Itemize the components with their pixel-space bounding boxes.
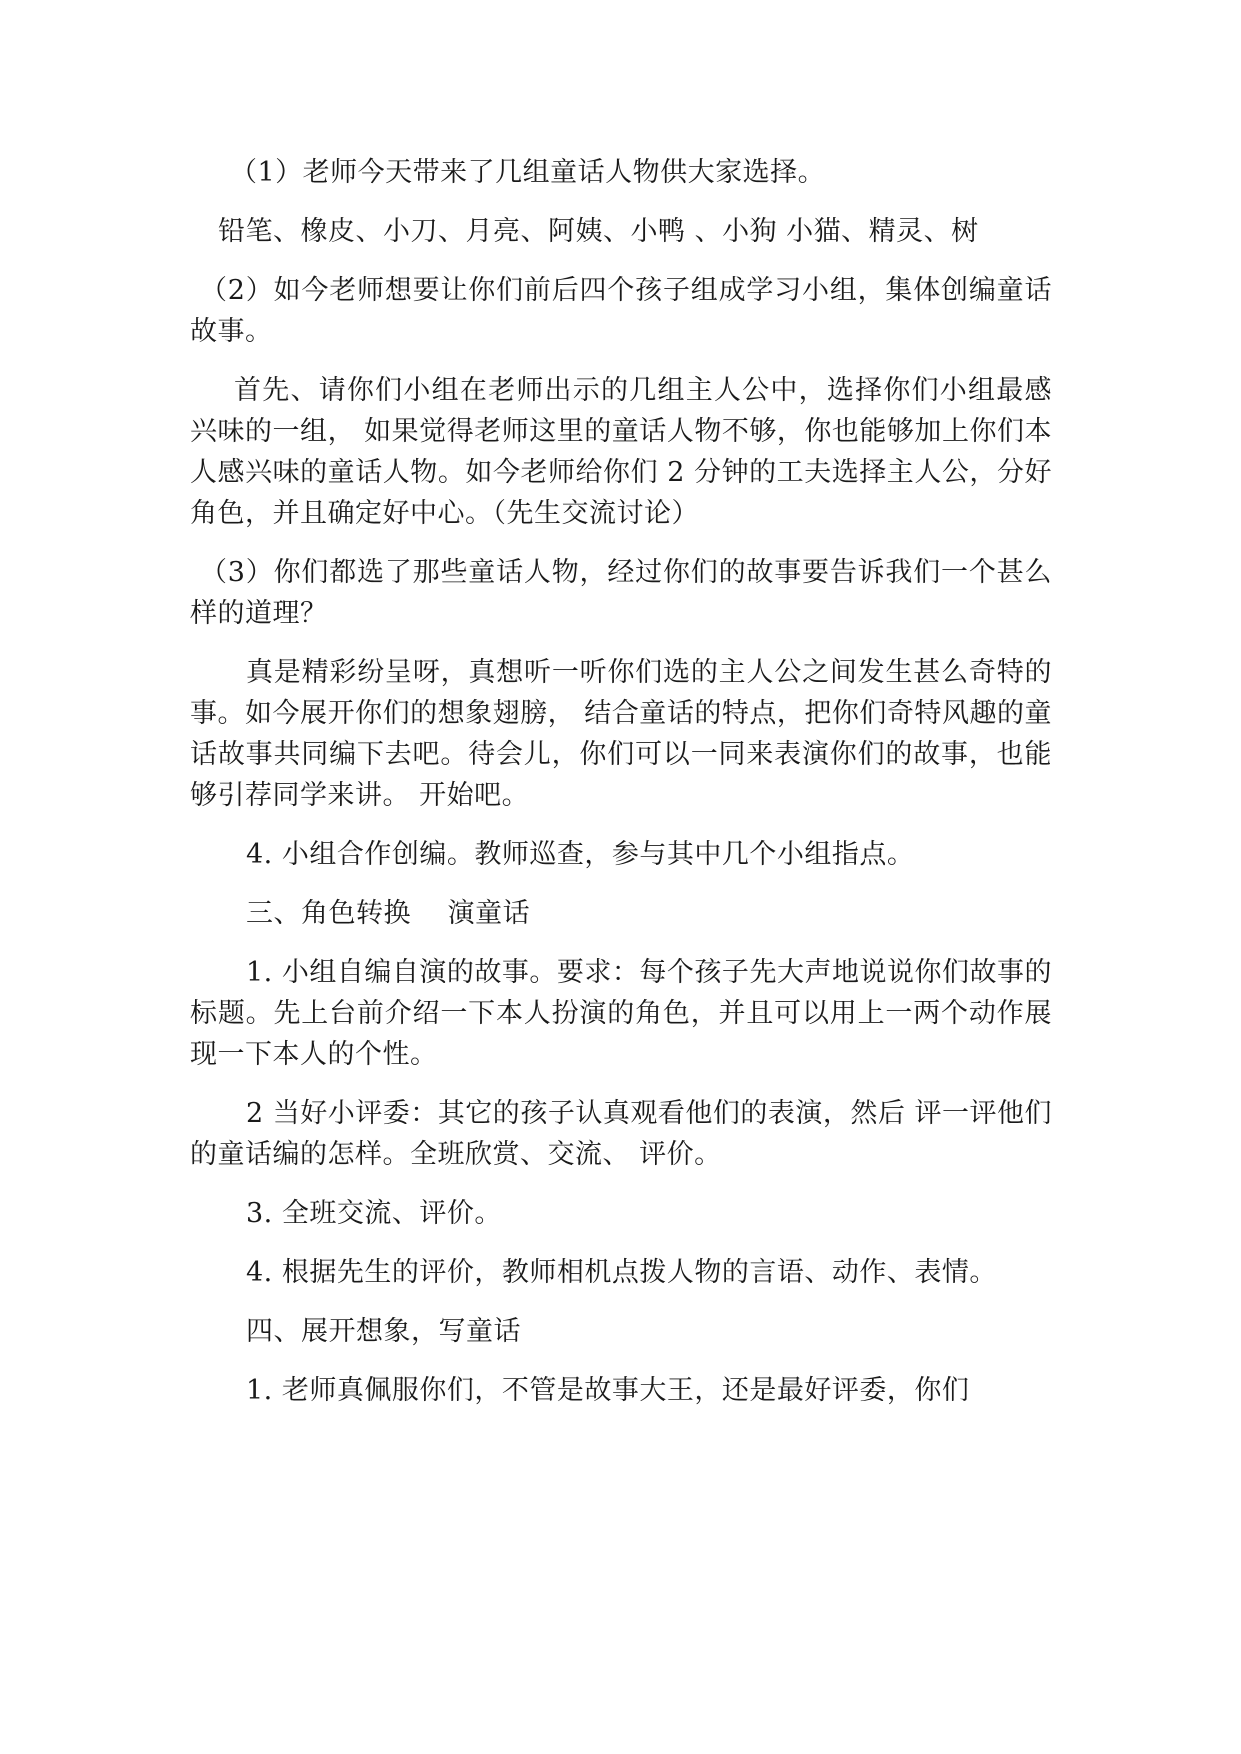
paragraph-character-list: 铅笔、橡皮、小刀、月亮、阿姨、小鸭 、小狗 小猫、精灵、树: [218, 216, 979, 247]
section-heading-4: 四、展开想象，写童话: [246, 1316, 521, 1347]
paragraph-step-3-evaluate: 3. 全班交流、评价。: [246, 1198, 502, 1229]
paragraph-step-4-group: 4. 小组合作创编。教师巡查，参与其中几个小组指点。: [246, 839, 915, 870]
paragraph-item-1: （1）老师今天带来了几组童话人物供大家选择。: [230, 157, 826, 188]
paragraph-imagination: 真是精彩纷呈呀，真想听一听你们选的主人公之间发生甚么奇特的事。如今展开你们的想象翅膀， 结合童话的特点，把你们奇特风趣的童话故事共同编下去吧。待会儿，你们可以一同来表演你们的故事，也能够引荐同学来讲。 开始吧。: [190, 657, 1052, 811]
document-body: [190, 152, 1052, 1411]
paragraph-step-1-admire: 1. 老师真佩服你们，不管是故事大王，还是最好评委，你们: [246, 1375, 970, 1406]
paragraph-step-2-judge: 2 当好小评委：其它的孩子认真观看他们的表演，然后 评一评他们的童话编的怎样。全班欣赏、交流、 评价。: [190, 1098, 1052, 1170]
paragraph-step-4-guide: 4. 根据先生的评价，教师相机点拨人物的言语、动作、表情。: [246, 1257, 997, 1288]
paragraph-step-1-perform: 1. 小组自编自演的故事。要求：每个孩子先大声地说说你们故事的标题。先上台前介绍一下本人扮演的角色，并且可以用上一两个动作展现一下本人的个性。: [190, 957, 1052, 1070]
paragraph-item-2: （2）如今老师想要让你们前后四个孩子组成学习小组，集体创编童话故事。: [190, 275, 1052, 347]
paragraph-item-3: （3）你们都选了那些童话人物，经过你们的故事要告诉我们一个甚么样的道理？: [190, 557, 1052, 629]
section-heading-3: 三、角色转换 演童话: [246, 898, 531, 929]
paragraph-choose-characters: 首先、请你们小组在老师出示的几组主人公中，选择你们小组最感兴味的一组， 如果觉得老师这里的童话人物不够，你也能够加上你们本人感兴味的童话人物。如今老师给你们 2 分钟的工夫选择主人公，分好角色，并且确定好中心。（先生交流讨论）: [190, 375, 1052, 529]
